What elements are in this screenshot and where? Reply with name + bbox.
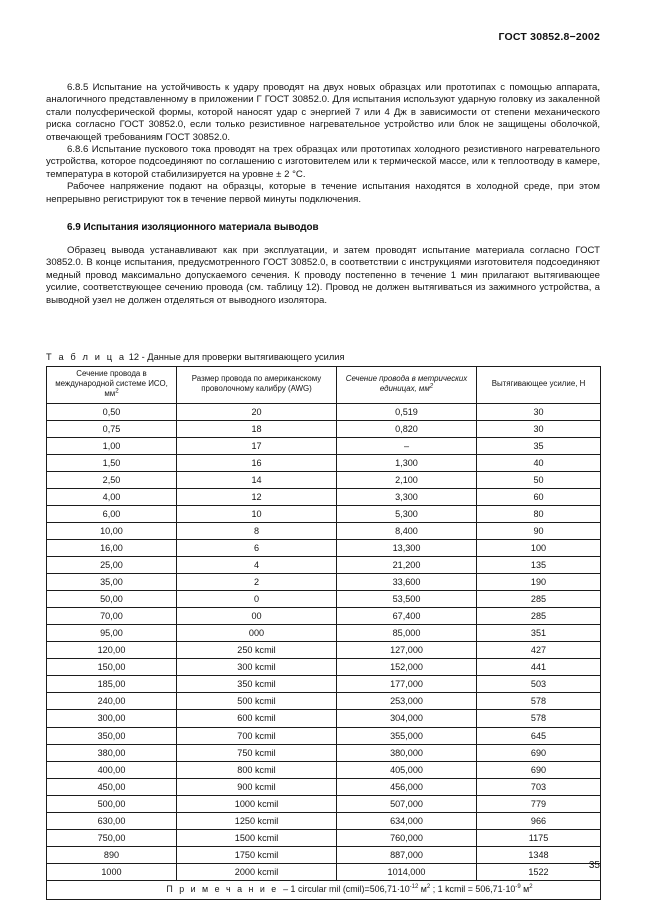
table-cell: 2000 kcmil [177, 863, 337, 880]
table-cell: 690 [477, 761, 601, 778]
pull-force-table-container [46, 366, 600, 900]
table-cell: 405,000 [337, 761, 477, 778]
table-row [47, 608, 601, 625]
table-cell: 350 kcmil [177, 676, 337, 693]
paragraph-6-8-5: 6.8.5 Испытание на устойчивость к удару проводят на двух новых образцах или прототипах с помощью аппарата, аналогичного представленному в приложении Г ГОСТ 30852.0. Для испытания используют ударную головку из закаленной стали полусферической формы, которой наносят удар с энергией 7 или 4 Дж в зависимости от степени механического риска согласно ГОСТ 30852.0, если только резистивное нагревательное устройство или блок не защищены оболочкой, отвечающей требованиям ГОСТ 30852.0. [46, 82, 600, 143]
table-cell: 500 kcmil [177, 693, 337, 710]
table-cell: 14 [177, 471, 337, 488]
table-cell: 800 kcmil [177, 761, 337, 778]
table-cell: 250 kcmil [177, 642, 337, 659]
table-cell: 1250 kcmil [177, 812, 337, 829]
section-heading-6-9: 6.9 Испытания изоляционного материала выводов [67, 222, 319, 234]
table-cell: 1500 kcmil [177, 829, 337, 846]
table-cell: 285 [477, 591, 601, 608]
table-cell: – [337, 437, 477, 454]
table-cell: 507,000 [337, 795, 477, 812]
table-cell: 887,000 [337, 846, 477, 863]
table-row [47, 403, 601, 420]
table-cell: 1348 [477, 846, 601, 863]
note-part-1: – 1 circular mil (cmil)=506,71·10 [283, 884, 410, 895]
table-cell: 18 [177, 420, 337, 437]
table-cell: 67,400 [337, 608, 477, 625]
table-cell: 50 [477, 471, 601, 488]
table-row [47, 676, 601, 693]
table-cell: 351 [477, 625, 601, 642]
table-cell: 0,519 [337, 403, 477, 420]
table-cell: 240,00 [47, 693, 177, 710]
table-cell: 185,00 [47, 676, 177, 693]
table-cell: 150,00 [47, 659, 177, 676]
table-cell: 355,000 [337, 727, 477, 744]
table-cell: 12 [177, 488, 337, 505]
table-caption-number: 12 [128, 352, 140, 362]
table-cell: 1,00 [47, 437, 177, 454]
table-row [47, 710, 601, 727]
table-caption-label: Т а б л и ц а [46, 352, 127, 362]
table-cell: 85,000 [337, 625, 477, 642]
column-header-metric-section: Сечение провода в метрических единицах, $мм^2$ [337, 367, 477, 404]
note-unit-1: м [418, 884, 427, 895]
table-cell: 2 [177, 574, 337, 591]
table-row [47, 812, 601, 829]
table-cell: 300,00 [47, 710, 177, 727]
table-row [47, 471, 601, 488]
table-cell: 4,00 [47, 488, 177, 505]
table-cell: 600 kcmil [177, 710, 337, 727]
table-cell: 135 [477, 557, 601, 574]
table-cell: 53,500 [337, 591, 477, 608]
table-cell: 750,00 [47, 829, 177, 846]
table-cell: 1000 [47, 863, 177, 880]
note-part-2: ; 1 kcmil = 506,71·10 [430, 884, 516, 895]
table-cell: 456,000 [337, 778, 477, 795]
note-label: П р и м е ч а н и е [166, 884, 279, 895]
table-cell: 35,00 [47, 574, 177, 591]
table-row [47, 557, 601, 574]
table-cell: 890 [47, 846, 177, 863]
table-cell: 000 [177, 625, 337, 642]
table-cell: 6,00 [47, 505, 177, 522]
standard-number-header: ГОСТ 30852.8−2002 [498, 31, 600, 43]
table-row [47, 625, 601, 642]
table-cell: 1750 kcmil [177, 846, 337, 863]
paragraph-6-8-6: 6.8.6 Испытание пускового тока проводят на трех образцах или прототипах холодного резистивного нагревательного устройства, которое подсоединяют по соглашению с изготовителем или к термической массе, или к теплоотводу в камере, температура в которой стабилизируется на уровне ± 2 °С. [46, 144, 600, 180]
table-cell: 304,000 [337, 710, 477, 727]
table-cell: 13,300 [337, 539, 477, 556]
table-cell: 1,300 [337, 454, 477, 471]
table-cell: 16,00 [47, 539, 177, 556]
table-row [47, 829, 601, 846]
table-note-row [47, 880, 601, 899]
table-cell: 703 [477, 778, 601, 795]
table-cell: 4 [177, 557, 337, 574]
table-cell: 127,000 [337, 642, 477, 659]
table-row [47, 437, 601, 454]
table-cell: 152,000 [337, 659, 477, 676]
table-body [47, 403, 601, 880]
table-header [47, 367, 601, 404]
table-cell: 503 [477, 676, 601, 693]
table-cell: 760,000 [337, 829, 477, 846]
table-cell: 8 [177, 522, 337, 539]
column-header-pull-force: Вытягивающее усилие, Н [477, 367, 601, 404]
table-cell: 253,000 [337, 693, 477, 710]
table-cell: 380,000 [337, 744, 477, 761]
table-cell: 30 [477, 403, 601, 420]
table-note-text [114, 884, 532, 894]
paragraph-section-6-9: Образец вывода устанавливают как при эксплуатации, и затем проводят испытание материала согласно ГОСТ 30852.0. В конце испытания, предусмотренного ГОСТ 30852.0, в соответствии с инструкциями изготовителя подсоединяют медный провод максимально допускаемого сечения. К проводу постепенно в течение 1 мин прилагают вытягивающее усилие, соответствующее сечению провода (см. таблицу 12). Провод не должен вытягиваться из зажимного устройства, а выводной узел не должен отделяться от выводного изолятора. [46, 245, 600, 306]
table-note-cell [47, 880, 601, 899]
table-cell: 285 [477, 608, 601, 625]
column-header-iso-section: Сечение провода в международной системе ИСО, $мм^2$ [47, 367, 177, 404]
table-cell: 0 [177, 591, 337, 608]
table-cell: 1175 [477, 829, 601, 846]
table-cell: 1000 kcmil [177, 795, 337, 812]
table-cell: 00 [177, 608, 337, 625]
note-unit-1-sup: 2 [426, 884, 431, 891]
table-cell: 1,50 [47, 454, 177, 471]
table-cell: 25,00 [47, 557, 177, 574]
table-cell: 8,400 [337, 522, 477, 539]
table-row [47, 591, 601, 608]
table-cell: 16 [177, 454, 337, 471]
table-cell: 427 [477, 642, 601, 659]
table-cell: 70,00 [47, 608, 177, 625]
table-cell: 578 [477, 710, 601, 727]
table-row [47, 693, 601, 710]
table-cell: 700 kcmil [177, 727, 337, 744]
table-cell: 60 [477, 488, 601, 505]
table-row [47, 863, 601, 880]
table-cell: 20 [177, 403, 337, 420]
table-cell: 966 [477, 812, 601, 829]
table-row [47, 488, 601, 505]
table-cell: 190 [477, 574, 601, 591]
table-row [47, 659, 601, 676]
table-cell: 380,00 [47, 744, 177, 761]
table-cell: 50,00 [47, 591, 177, 608]
table-cell: 0,820 [337, 420, 477, 437]
table-cell: 350,00 [47, 727, 177, 744]
table-cell: 0,50 [47, 403, 177, 420]
table-caption-text: - Данные для проверки вытягивающего усилия [141, 352, 345, 362]
paragraph-working-voltage: Рабочее напряжение подают на образцы, которые в течение испытания находятся в холодной среде, при этом непрерывно регистрируют ток в течение первой минуты подключения. [46, 181, 600, 205]
table-cell: 690 [477, 744, 601, 761]
table-row [47, 420, 601, 437]
table-cell: 10,00 [47, 522, 177, 539]
table-cell: 900 kcmil [177, 778, 337, 795]
table-row [47, 778, 601, 795]
table-cell: 630,00 [47, 812, 177, 829]
column-header-awg-size: Размер провода по американскому проволочному калибру (AWG) [177, 367, 337, 404]
table-cell: 95,00 [47, 625, 177, 642]
table-cell: 21,200 [337, 557, 477, 574]
table-cell: 2,100 [337, 471, 477, 488]
table-row [47, 744, 601, 761]
table-cell: 779 [477, 795, 601, 812]
table-row [47, 795, 601, 812]
table-row [47, 454, 601, 471]
table-cell: 120,00 [47, 642, 177, 659]
table-cell: 1522 [477, 863, 601, 880]
table-row [47, 574, 601, 591]
table-row [47, 642, 601, 659]
table-cell: 6 [177, 539, 337, 556]
table-header-row [47, 367, 601, 404]
table-cell: 400,00 [47, 761, 177, 778]
table-row [47, 846, 601, 863]
document-body [46, 82, 600, 307]
table-cell: 30 [477, 420, 601, 437]
table-cell: 578 [477, 693, 601, 710]
table-cell: 177,000 [337, 676, 477, 693]
note-exponent-2: -9 [515, 884, 521, 891]
table-footer [47, 880, 601, 899]
table-cell: 750 kcmil [177, 744, 337, 761]
table-cell: 634,000 [337, 812, 477, 829]
page-number: 35 [588, 860, 600, 871]
table-row [47, 727, 601, 744]
note-exponent-1: -12 [409, 884, 419, 891]
table-cell: 1014,000 [337, 863, 477, 880]
table-row [47, 522, 601, 539]
table-cell: 441 [477, 659, 601, 676]
table-cell: 33,600 [337, 574, 477, 591]
table-cell: 645 [477, 727, 601, 744]
table-cell: 500,00 [47, 795, 177, 812]
pull-force-table [46, 366, 601, 900]
table-cell: 100 [477, 539, 601, 556]
note-unit-2: м [520, 884, 530, 895]
table-cell: 5,300 [337, 505, 477, 522]
table-cell: 17 [177, 437, 337, 454]
table-row [47, 505, 601, 522]
table-cell: 0,75 [47, 420, 177, 437]
table-row [47, 761, 601, 778]
table-cell: 90 [477, 522, 601, 539]
table-cell: 450,00 [47, 778, 177, 795]
note-unit-2-sup: 2 [529, 884, 533, 891]
table-cell: 80 [477, 505, 601, 522]
table-row [47, 539, 601, 556]
table-cell: 40 [477, 454, 601, 471]
table-cell: 35 [477, 437, 601, 454]
table-cell: 2,50 [47, 471, 177, 488]
table-cell: 3,300 [337, 488, 477, 505]
table-cell: 10 [177, 505, 337, 522]
table-caption [46, 352, 345, 362]
table-cell: 300 kcmil [177, 659, 337, 676]
